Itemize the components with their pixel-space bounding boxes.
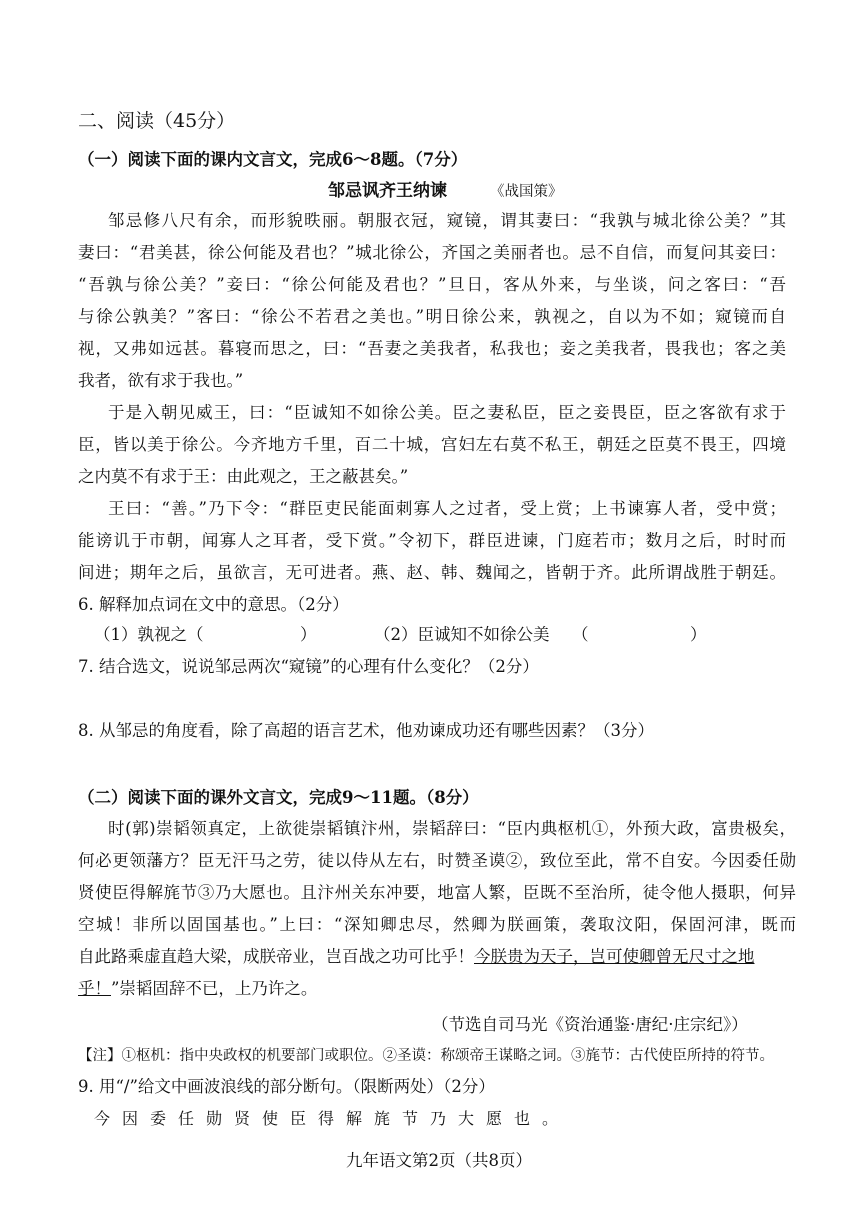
passage1-line: 能谤讥于市朝，闻寡人之耳者，受下赏。”令初下，群臣进谏，门庭若市；数月之后，时时而 [78,531,786,550]
passage2-line-6 [78,978,317,1000]
underlined-sentence-end: 乎！ [78,979,111,998]
passage1-line: 妻曰：“君美甚，徐公何能及君也？”城北徐公，齐国之美丽者也。忌不自信，而复问其妾曰： [78,243,786,262]
passage1-line: 我者，欲有求于我也。” [78,371,244,390]
question-7: 7. 结合选文，说说邹忌两次“窥镜”的心理有什么变化？（2分） [78,657,539,676]
part1-heading: （一）阅读下面的课内文言文，完成6～8题。（7分） [78,150,468,169]
question-9-stem: 9. 用“/”给文中画波浪线的部分断句。（限断两处）（2分） [78,1077,495,1096]
passage1-line: 臣，皆以美于徐公。今齐地方千里，百二十城，宫妇左右莫不私王，朝廷之臣莫不畏王，四境 [78,435,786,454]
passage2-line: 贤使臣得解旄节③乃大愿也。且汴州关东冲要，地富人繁，臣既不至治所，徒令他人摄职，何异 [78,883,796,902]
passage1-line: 于是入朝见威王，曰：“臣诚知不如徐公美。臣之妻私臣，臣之妾畏臣，臣之客欲有求于 [108,403,786,422]
part2-heading: （二）阅读下面的课外文言文，完成9～11题。（8分） [78,788,479,807]
page-footer: 九年语文第2页（共8页） [346,1151,532,1170]
question-6-item-2-close: ） [690,625,707,644]
passage2-source: （节选自司马光《资治通鉴·唐纪·庄宗纪》） [432,1015,748,1034]
passage1-line: 与徐公孰美？”客曰：“徐公不若君之美也。”明日徐公来，孰视之，自以为不如；窥镜而自 [78,307,786,326]
passage-title: 邹忌讽齐王纳谏 [328,181,447,201]
question-6-item-2-open: （ [572,625,589,644]
passage2-line-5-text: 自此路乘虚直趋大梁，成朕帝业，岂百战之功可比乎！ [78,947,474,966]
passage1-line: “吾孰与徐公美？”妾曰：“徐公何能及君也？”旦日，客从外来，与坐谈，问之客曰：“吾 [78,275,786,294]
question-6-item-1: （1）孰视之（ [94,625,204,644]
passage2-line: 时(郭)崇韬领真定，上欲徙崇韬镇汴州，崇韬辞曰：“臣内典枢机①，外预大政，富贵极矣， [108,819,796,838]
passage2-line: 空城！非所以固国基也。”上曰：“深知卿忠尽，然卿为朕画策，袭取汶阳，保固河津，既而 [78,915,796,934]
passage1-line: 王曰：“善。”乃下令：“群臣吏民能面刺寡人之过者，受上赏；上书谏寡人者，受中赏； [108,499,786,518]
passage-source: 《战国策》 [490,184,563,200]
question-6-item-1-close: ） [300,625,317,644]
underlined-sentence: 今朕贵为天子，岂可使卿曾无尺寸之地 [474,947,755,966]
passage1-line: 邹忌修八尺有余，而形貌昳丽。朝服衣冠，窥镜，谓其妻曰：“我孰与城北徐公美？”其 [108,211,786,230]
question-6-stem: 6. 解释加点词在文中的意思。（2分） [78,595,349,614]
passage2-line-6-text: ”崇韬固辞不已，上乃许之。 [111,979,318,998]
passage2-line-5 [78,946,755,968]
passage1-line: 视，又弗如远甚。暮寝而思之，曰：“吾妻之美我者，私我也；妾之美我者，畏我也；客之美 [78,339,786,358]
question-9-sentence: 今因委任勋贤使臣得解旄节乃大愿也。 [94,1109,571,1128]
question-8: 8. 从邹忌的角度看，除了高超的语言艺术，他劝谏成功还有哪些因素？（3分） [78,721,654,740]
passage2-notes: 【注】①枢机：指中央政权的机要部门或职位。②圣谟：称颂帝王谋略之词。③旄节：古代使臣所持的符节。 [78,1048,774,1064]
passage1-line: 间进；期年之后，虽欲言，无可进者。燕、赵、韩、魏闻之，皆朝于齐。此所谓战胜于朝廷。 [78,563,786,582]
passage1-line: 之内莫不有求于王：由此观之，王之蔽甚矣。” [78,467,409,486]
passage2-line: 何必更领藩方？臣无汗马之劳，徒以侍从左右，时赞圣谟②，致位至此，常不自安。今因委任勋 [78,851,796,870]
question-6-item-2: （2）臣诚知不如徐公美 [374,625,550,644]
section-heading: 二、阅读（45分） [78,110,236,132]
